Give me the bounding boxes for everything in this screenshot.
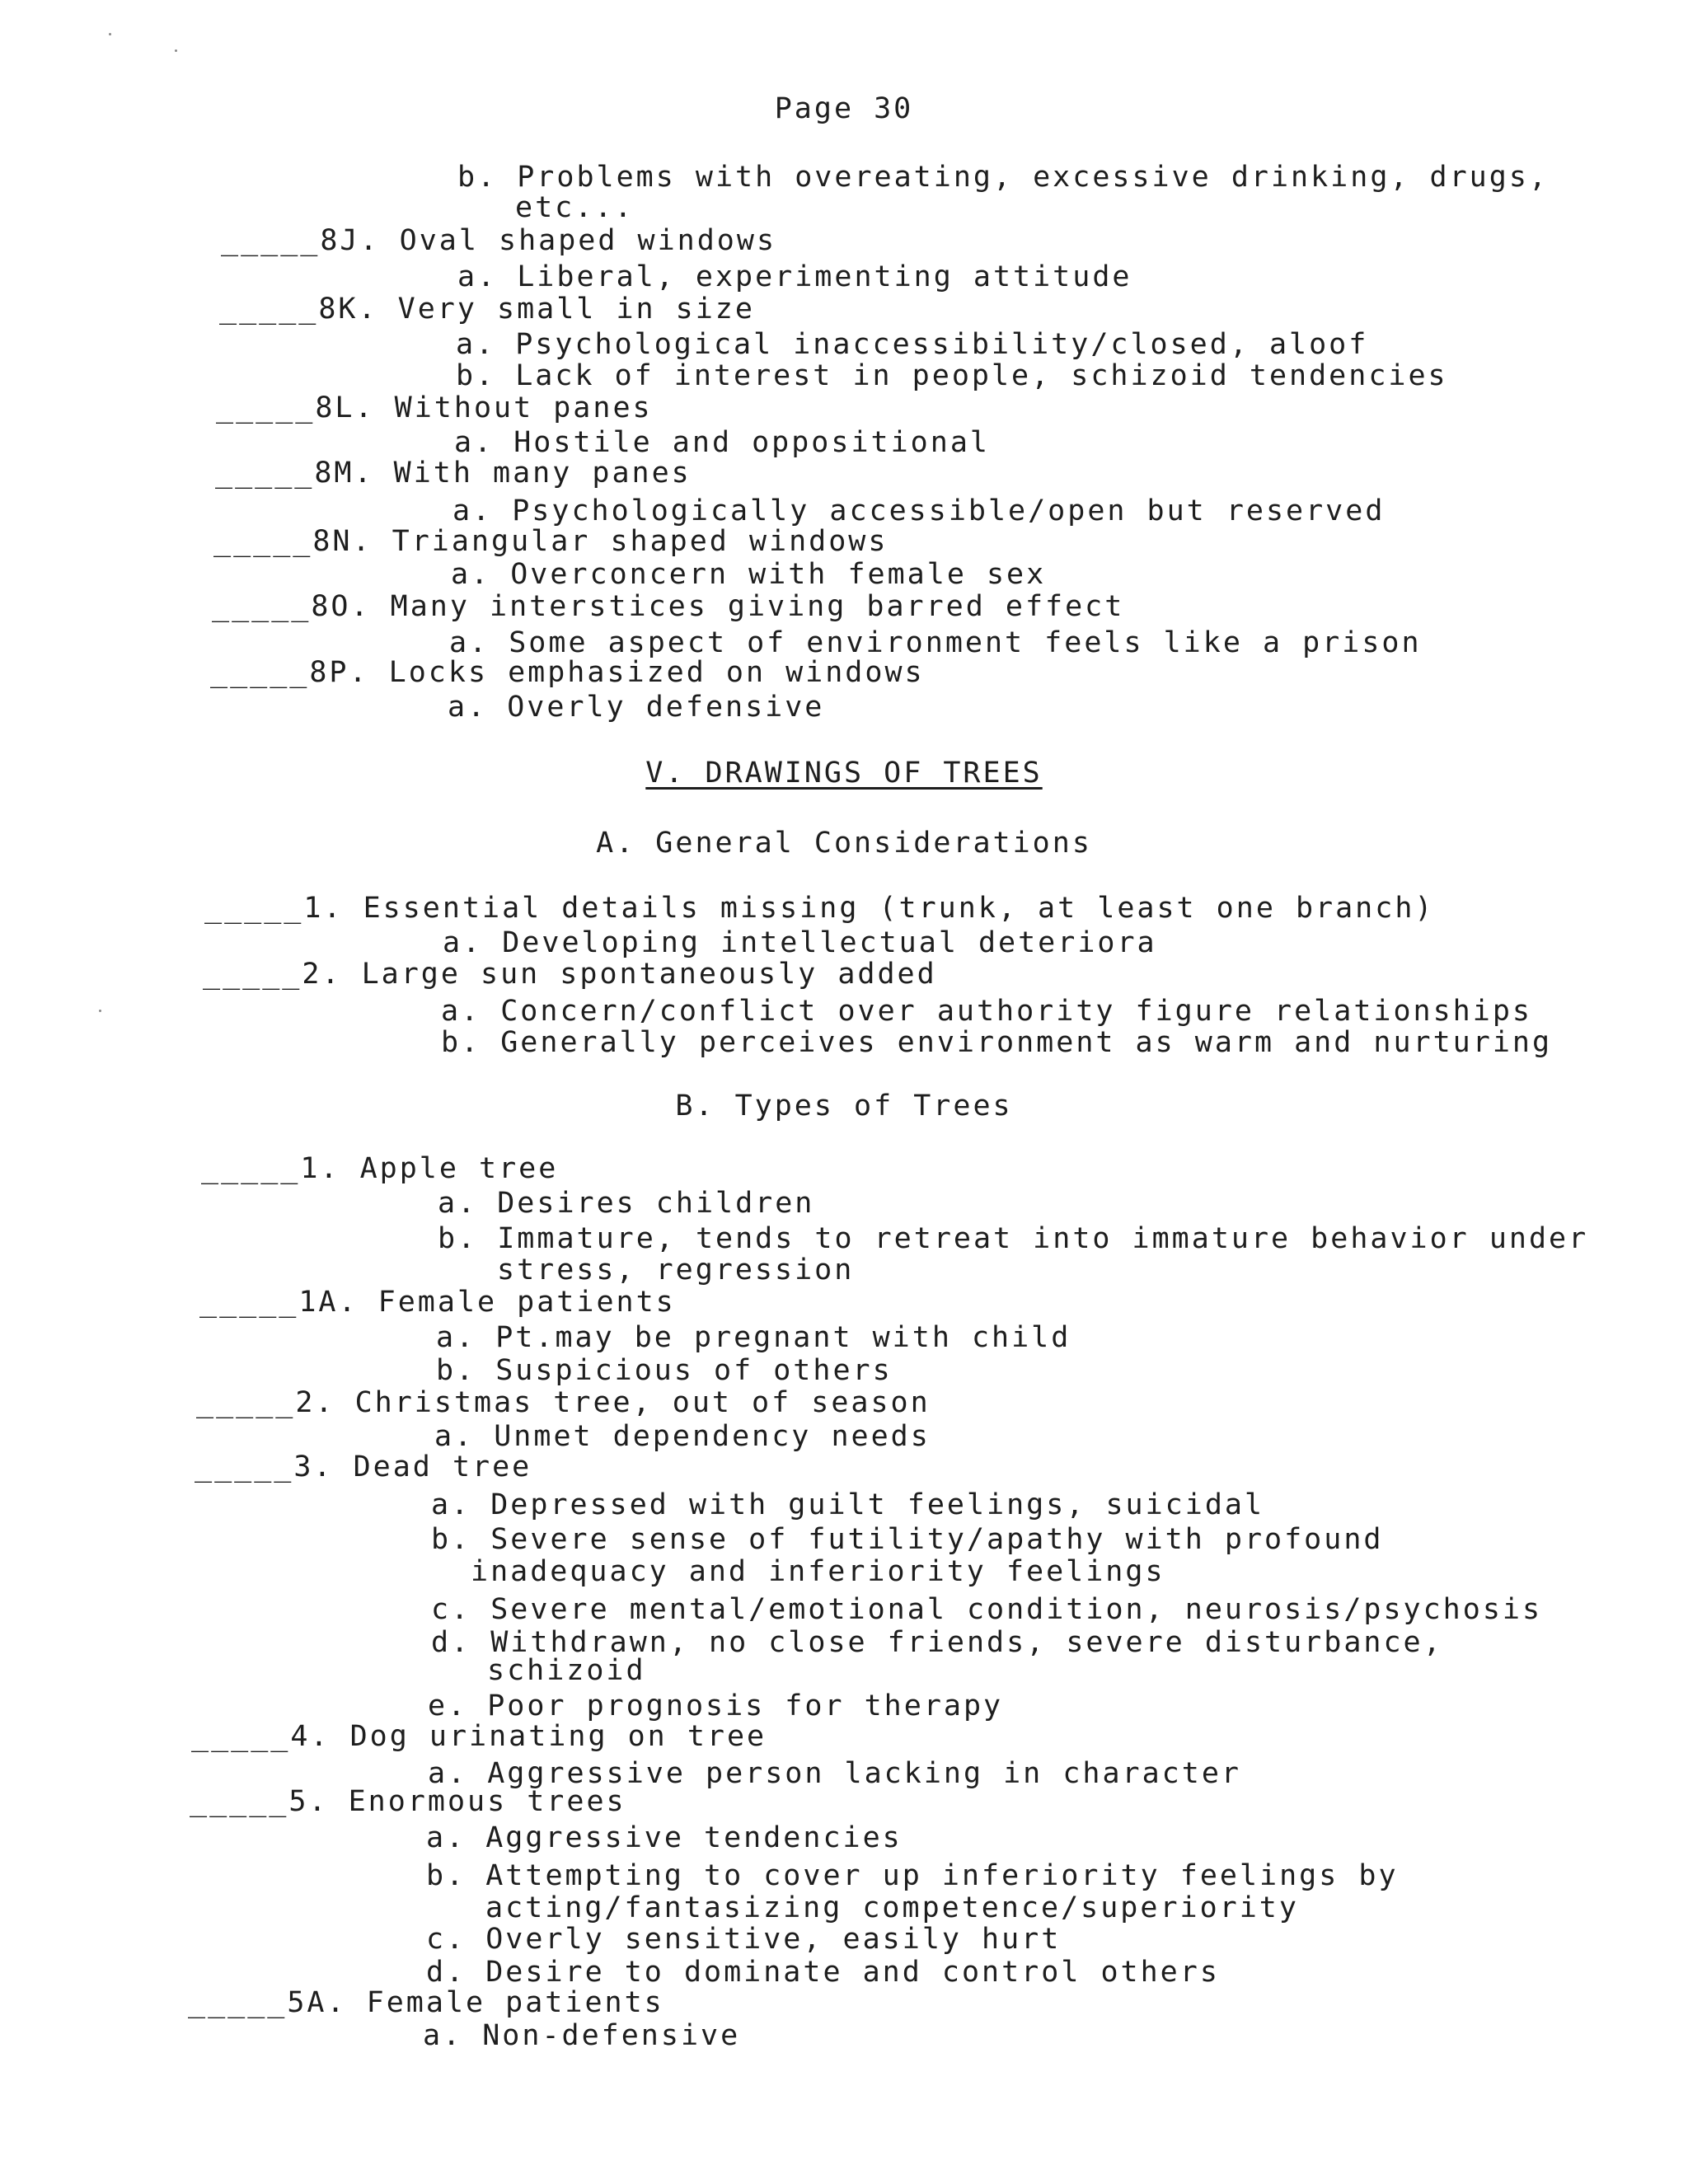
item-sub-c: c. Severe mental/emotional condition, neurosis/psychosis	[431, 1593, 1543, 1626]
item-8k: _____8K. Very small in size	[219, 293, 755, 326]
item-continuation: acting/fantasizing competence/superiority	[485, 1891, 1299, 1924]
item-sub-a: a. Aggressive person lacking in character	[428, 1757, 1241, 1790]
item-sub-d: d. Withdrawn, no close friends, severe disturbance,	[431, 1626, 1443, 1659]
item-sub-a: a. Some aspect of environment feels like a prison	[449, 626, 1422, 659]
item-continuation: stress, regression	[497, 1254, 855, 1286]
tree-type-item-1a: _____1A. Female patients	[199, 1286, 676, 1319]
tree-type-item-4: _____4. Dog urinating on tree	[191, 1720, 767, 1753]
item-sub-a: a. Non-defensive	[423, 2019, 741, 2052]
item-sub-b: b. Attempting to cover up inferiority feelings by	[426, 1859, 1399, 1892]
item-sub-c: c. Overly sensitive, easily hurt	[426, 1923, 1062, 1956]
item-sub-b: b. Immature, tends to retreat into immature behavior under	[438, 1222, 1589, 1255]
item-sub-b: b. Lack of interest in people, schizoid tendencies	[456, 359, 1448, 392]
item-sub-a: a. Psychologically accessible/open but reserved	[452, 494, 1386, 527]
subsection-b-title: B. Types of Trees	[675, 1090, 1013, 1122]
scan-speck	[175, 49, 177, 52]
item-sub-a: a. Liberal, experimenting attitude	[457, 260, 1132, 293]
item-sub-a: a. Aggressive tendencies	[426, 1821, 903, 1854]
tree-general-item-1: _____1. Essential details missing (trunk, at least one branch)	[204, 892, 1435, 925]
tree-general-item-2: _____2. Large sun spontaneously added	[203, 958, 937, 991]
item-8j: _____8J. Oval shaped windows	[221, 224, 777, 257]
item-sub-b: b. Severe sense of futility/apathy with profound	[431, 1523, 1384, 1556]
page-header: Page 30	[774, 92, 914, 125]
item-sub-a: a. Overconcern with female sex	[451, 558, 1047, 591]
item-sub-a: a. Depressed with guilt feelings, suicidal	[431, 1488, 1265, 1521]
item-sub-a: a. Pt.may be pregnant with child	[436, 1321, 1071, 1354]
item-sub-a: a. Concern/conflict over authority figure relationships	[441, 995, 1532, 1028]
item-sub-b: b. Generally perceives environment as warm and nurturing	[441, 1026, 1553, 1059]
tree-type-item-1: _____1. Apple tree	[201, 1152, 559, 1185]
item-sub-a: a. Psychological inaccessibility/closed, aloof	[456, 328, 1369, 361]
tree-type-item-5: _____5. Enormous trees	[190, 1785, 626, 1818]
item-continuation: inadequacy and inferiority feelings	[471, 1555, 1165, 1588]
item-continuation: etc...	[515, 191, 635, 224]
item-sub-d: d. Desire to dominate and control others	[426, 1956, 1220, 1989]
item-sub-b: b. Problems with overeating, excessive drinking, drugs,	[457, 161, 1549, 194]
scan-speck	[109, 33, 111, 35]
subsection-a-title: A. General Considerations	[596, 827, 1092, 860]
item-sub-e: e. Poor prognosis for therapy	[428, 1690, 1004, 1722]
item-8m: _____8M. With many panes	[215, 457, 692, 490]
item-8l: _____8L. Without panes	[216, 391, 653, 424]
item-sub-a: a. Hostile and oppositional	[454, 426, 990, 459]
tree-type-item-2: _____2. Christmas tree, out of season	[196, 1386, 931, 1419]
item-sub-a: a. Overly defensive	[448, 691, 825, 724]
tree-type-item-3: _____3. Dead tree	[195, 1451, 532, 1483]
item-8p: _____8P. Locks emphasized on windows	[210, 656, 925, 689]
item-sub-a: a. Unmet dependency needs	[434, 1420, 931, 1453]
item-sub-a: a. Desires children	[438, 1187, 815, 1220]
item-continuation: schizoid	[487, 1654, 646, 1687]
item-8n: _____8N. Triangular shaped windows	[213, 525, 889, 558]
section-title: V. DRAWINGS OF TREES	[645, 757, 1043, 790]
scan-speck	[99, 1010, 101, 1012]
tree-type-item-5a: _____5A. Female patients	[188, 1986, 664, 2019]
item-8o: _____8O. Many interstices giving barred effect	[212, 590, 1125, 623]
item-sub-b: b. Suspicious of others	[436, 1354, 893, 1387]
item-sub-a: a. Developing intellectual deteriora	[443, 926, 1157, 959]
